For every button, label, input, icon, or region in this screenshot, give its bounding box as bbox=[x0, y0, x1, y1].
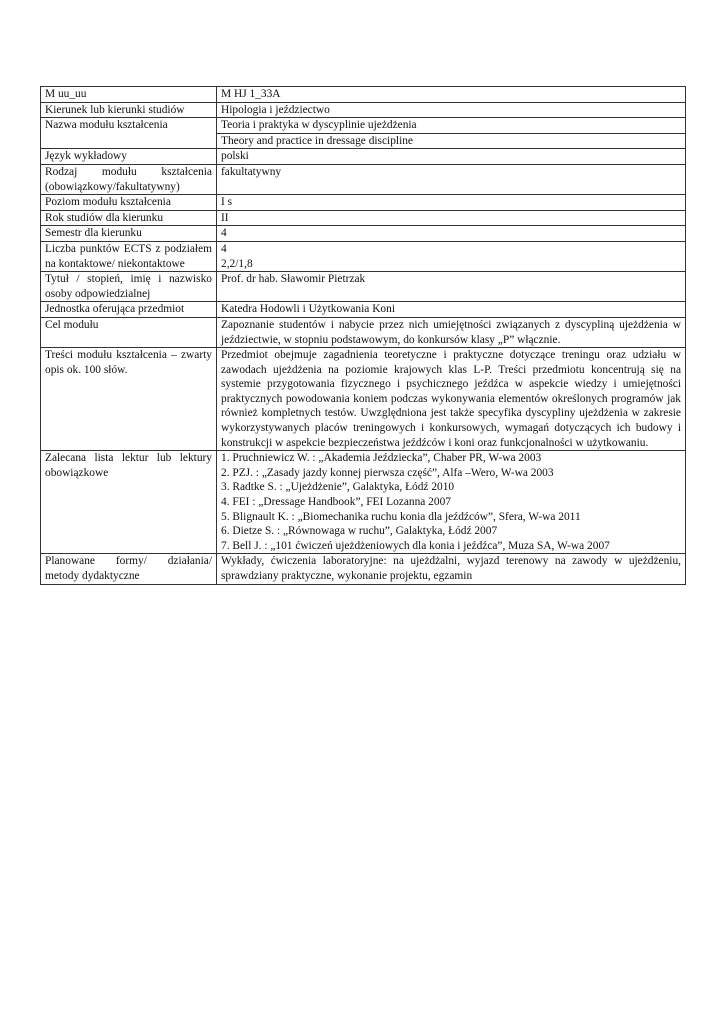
table-row bbox=[41, 348, 686, 451]
row-value: Przedmiot obejmuje zagadnienia teoretyczne i praktyczne dotyczące treningu oraz udziału w zawodach ujeżdżenia na poziomie krajowych klas L-P. Treści przedmiotu koncentrują się na systemie przygotowania fizycznego i psychicznego jeźdźca w aspekcie wiedzy i umiejętności praktycznych powodowania koniem podczas wykonywania elementów określonych programów jak również kompletnych testów. Uwzględniona jest także specyfika dyscypliny ujeżdżenia w zakresie wykorzystywanych placów treningowych i konkursowych, wymagań dotyczących ich budowy i konstrukcji w aspekcie bezpieczeństwa jeźdźców i koni oraz funkcjonalności w użytkowaniu. bbox=[217, 348, 686, 451]
table-row bbox=[41, 317, 686, 347]
row-label: Planowane formy/ działania/ metody dydaktyczne bbox=[41, 554, 217, 584]
row-label: Treści modułu kształcenia – zwarty opis ok. 100 słów. bbox=[41, 348, 217, 451]
row-value: Teoria i praktyka w dyscyplinie ujeżdżenia bbox=[217, 118, 686, 134]
row-value-english: Theory and practice in dressage discipline bbox=[217, 133, 686, 149]
row-value: Zapoznanie studentów i nabycie przez nich umiejętności związanych z dyscypliną ujeżdżenia w jeździectwie, w stopniu podstawowym, do konkursów klasy „P” włącznie. bbox=[217, 317, 686, 347]
row-label: M uu_uu bbox=[41, 87, 217, 103]
table-row bbox=[41, 272, 686, 302]
reading-list-item: 7. Bell J. : „101 ćwiczeń ujeżdżeniowych dla konia i jeźdźca”, Muza SA, W-wa 2007 bbox=[221, 539, 610, 552]
table-row bbox=[41, 87, 686, 103]
table-row bbox=[41, 210, 686, 226]
row-label: Cel modułu bbox=[41, 317, 217, 347]
module-description-table bbox=[40, 86, 686, 585]
table-row bbox=[41, 554, 686, 584]
table-row bbox=[41, 226, 686, 242]
table-row bbox=[41, 149, 686, 165]
row-value: Katedra Hodowli i Użytkowania Koni bbox=[217, 302, 686, 318]
table-row bbox=[41, 118, 686, 134]
row-value: II bbox=[217, 210, 686, 226]
row-label: Rok studiów dla kierunku bbox=[41, 210, 217, 226]
row-label: Semestr dla kierunku bbox=[41, 226, 217, 242]
row-value: Prof. dr hab. Sławomir Pietrzak bbox=[217, 272, 686, 302]
row-value: I s bbox=[217, 195, 686, 211]
reading-list-item: 5. Blignault K. : „Biomechanika ruchu konia dla jeźdźców”, Sfera, W-wa 2011 bbox=[221, 510, 581, 523]
row-label: Zalecana lista lektur lub lektury obowiązkowe bbox=[41, 451, 217, 554]
table-row bbox=[41, 451, 686, 554]
ects-split: 2,2/1,8 bbox=[221, 257, 253, 270]
table-row bbox=[41, 102, 686, 118]
table-row bbox=[41, 241, 686, 271]
table-row bbox=[41, 195, 686, 211]
row-value: fakultatywny bbox=[217, 164, 686, 194]
reading-list bbox=[217, 451, 686, 554]
row-value: 4 bbox=[217, 226, 686, 242]
table-row bbox=[41, 302, 686, 318]
row-value: polski bbox=[217, 149, 686, 165]
row-label: Jednostka oferująca przedmiot bbox=[41, 302, 217, 318]
row-value: Hipologia i jeździectwo bbox=[217, 102, 686, 118]
row-label: Nazwa modułu kształcenia bbox=[41, 118, 217, 149]
reading-list-item: 4. FEI : „Dressage Handbook”, FEI Lozanna 2007 bbox=[221, 496, 451, 509]
row-value: Wykłady, ćwiczenia laboratoryjne: na ujeżdżalni, wyjazd terenowy na zawody w ujeżdżeniu, sprawdziany praktyczne, wykonanie projektu, egzamin bbox=[217, 554, 686, 584]
row-value: M HJ 1_33A bbox=[217, 87, 686, 103]
row-label: Kierunek lub kierunki studiów bbox=[41, 102, 217, 118]
reading-list-item: 1. Pruchniewicz W. : „Akademia Jeździecka”, Chaber PR, W-wa 2003 bbox=[221, 452, 542, 465]
reading-list-item: 2. PZJ. : „Zasady jazdy konnej pierwsza część”, Alfa –Wero, W-wa 2003 bbox=[221, 466, 554, 479]
reading-list-item: 6. Dietze S. : „Równowaga w ruchu”, Galaktyka, Łódź 2007 bbox=[221, 525, 498, 538]
row-label: Poziom modułu kształcenia bbox=[41, 195, 217, 211]
ects-total: 4 bbox=[221, 242, 227, 255]
row-label: Rodzaj modułu kształcenia (obowiązkowy/fakultatywny) bbox=[41, 164, 217, 194]
table-row bbox=[41, 164, 686, 194]
reading-list-item: 3. Radtke S. : „Ujeżdżenie”, Galaktyka, Łódź 2010 bbox=[221, 481, 455, 494]
row-label: Liczba punktów ECTS z podziałem na kontaktowe/ niekontaktowe bbox=[41, 241, 217, 271]
row-label: Język wykładowy bbox=[41, 149, 217, 165]
row-value bbox=[217, 241, 686, 271]
row-label: Tytuł / stopień, imię i nazwisko osoby odpowiedzialnej bbox=[41, 272, 217, 302]
